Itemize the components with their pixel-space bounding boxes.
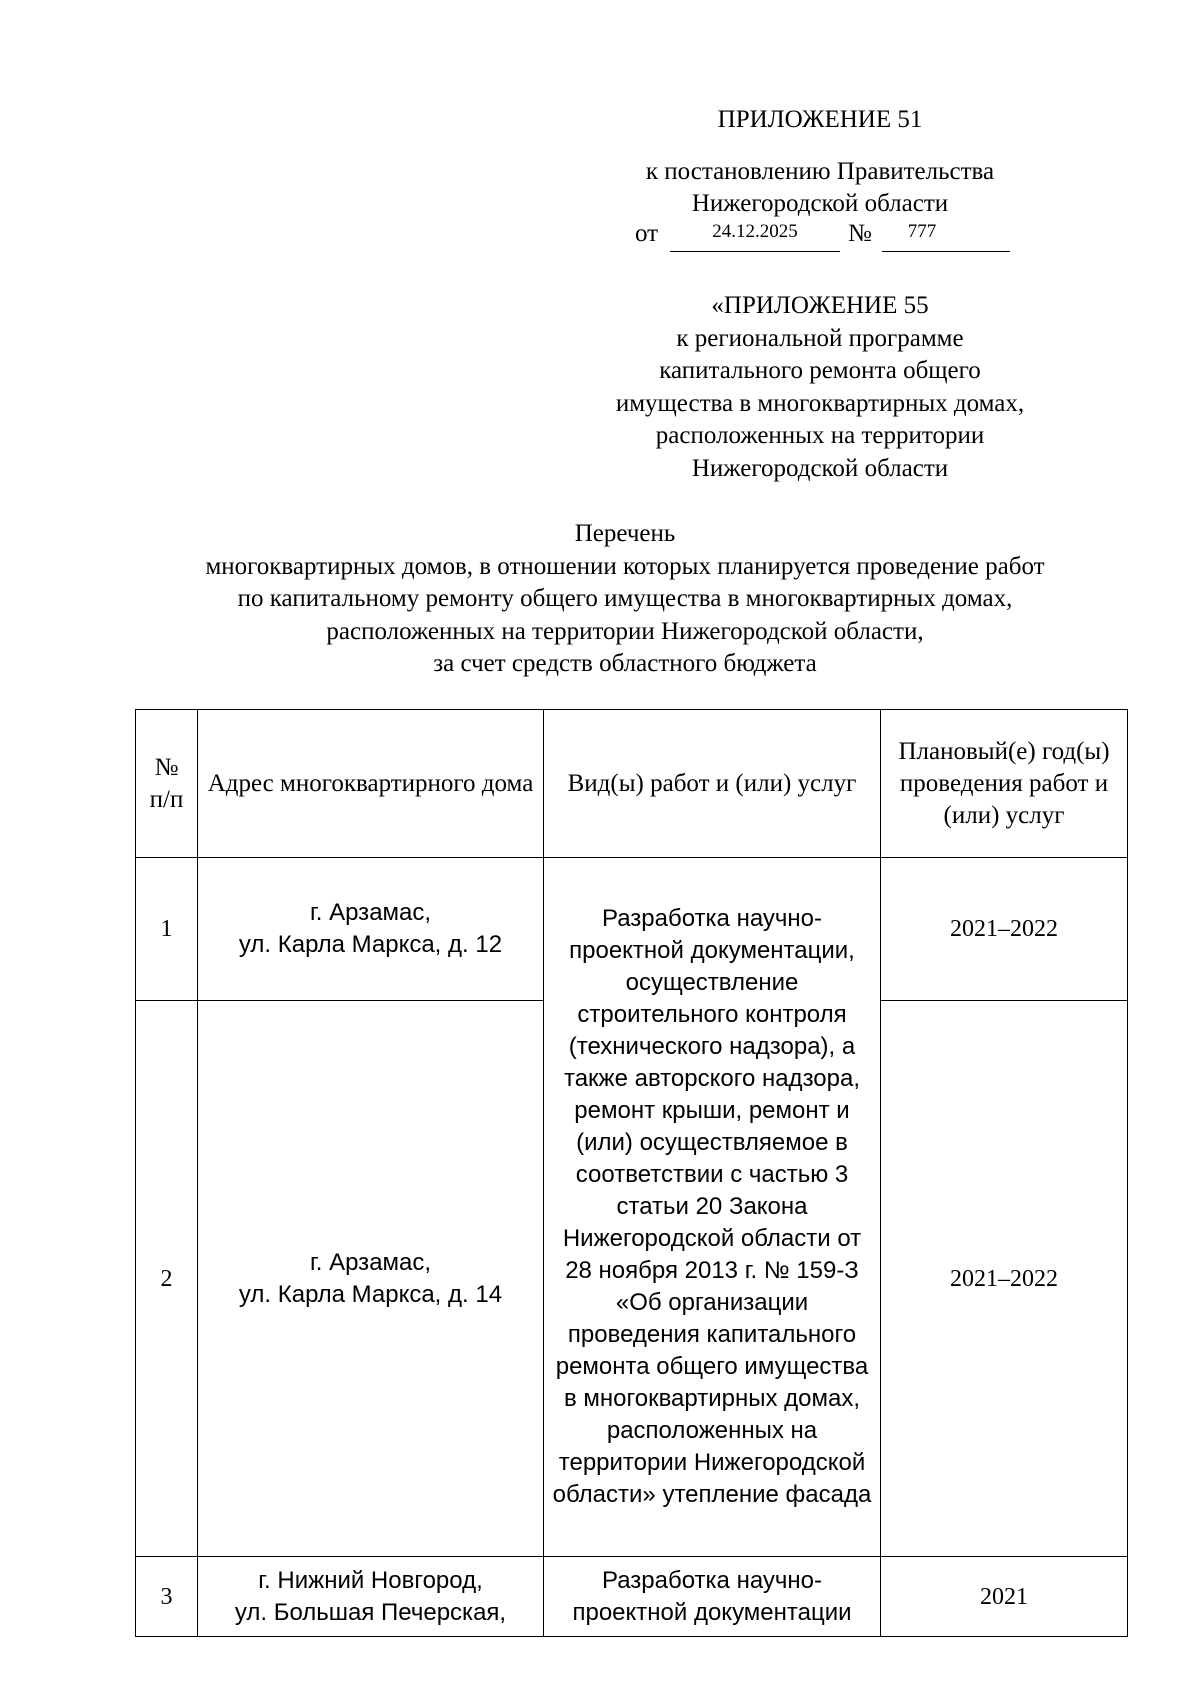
date-number-row [590,220,1050,256]
row-address [198,1557,544,1637]
program-line-1: «ПРИЛОЖЕНИЕ 55 [711,292,929,319]
row-years: 2021 [881,1557,1128,1637]
row-number: 2 [136,1001,198,1557]
table-row [136,858,1128,1001]
address-city: г. Нижний Новгород, [258,1566,483,1594]
heading-line-3: по капитальному ремонту общего имущества в многоквартирных домах, [237,585,1013,612]
houses-table [135,709,1128,1637]
program-line-5: расположенных на территории [655,422,985,449]
row-years: 2021–2022 [881,858,1128,1001]
resolution-line-2: Нижегородской области [691,190,949,217]
row-works-merged: Разработка научно-проектной документации, осуществление строительного контроля (технического надзора), а также авторского надзора, ремонт крыши, ремонт и (или) осуществляемое в соответствии с частью 3 статьи 20 Закона Нижегородской области от 28 ноября 2013 г. № 159-З «Об организации проведения капитального ремонта общего имущества в многоквартирных домах, расположенных на территории Нижегородской области» утепление фасада [544,858,881,1557]
program-line-6: Нижегородской области [691,454,949,482]
row-address [198,858,544,1001]
from-label: от [635,220,659,247]
header-address: Адрес многоквартирного дома [198,710,544,858]
resolution-number: 777 [907,221,937,242]
table-header-row [136,710,1128,858]
address-street: ул. Большая Печерская, [234,1598,507,1626]
row-number: 3 [136,1557,198,1637]
heading-line-1: Перечень [574,520,676,547]
table-row [136,1557,1128,1637]
resolution-line-1: к постановлению Правительства [645,158,995,185]
address-street: ул. Карла Маркса, д. 12 [238,931,503,958]
row-years: 2021–2022 [881,1001,1128,1557]
program-line-4: имущества в многоквартирных домах, [615,389,1025,417]
row-address [198,1001,544,1557]
resolution-appendix-block [590,104,1050,256]
address-street: ул. Карла Маркса, д. 14 [238,1280,503,1308]
program-appendix-block [570,290,1070,485]
row-number: 1 [136,858,198,1001]
header-years: Плановый(е) год(ы) проведения работ и (или) услуг [881,710,1128,858]
heading-line-2: многоквартирных домов, в отношении которых планируется проведение работ [205,552,1045,580]
address-city: г. Арзамас, [309,1248,432,1276]
heading-line-5: за счет средств областного бюджета [433,650,817,677]
program-line-3: капитального ремонта общего [659,357,981,384]
heading-line-4: расположенных на территории Нижегородской области, [326,617,924,645]
resolution-date: 24.12.2025 [712,221,798,242]
header-works: Вид(ы) работ и (или) услуг [544,710,881,858]
row-works: Разработка научно-проектной документации [544,1557,881,1637]
address-city: г. Арзамас, [309,899,432,926]
number-underline [882,251,1010,252]
header-number: № п/п [136,710,198,858]
list-heading [100,518,1150,681]
appendix-title: ПРИЛОЖЕНИЕ 51 [717,106,923,133]
number-label: № [848,220,872,247]
date-underline [670,251,840,252]
program-line-2: к региональной программе [676,324,964,352]
